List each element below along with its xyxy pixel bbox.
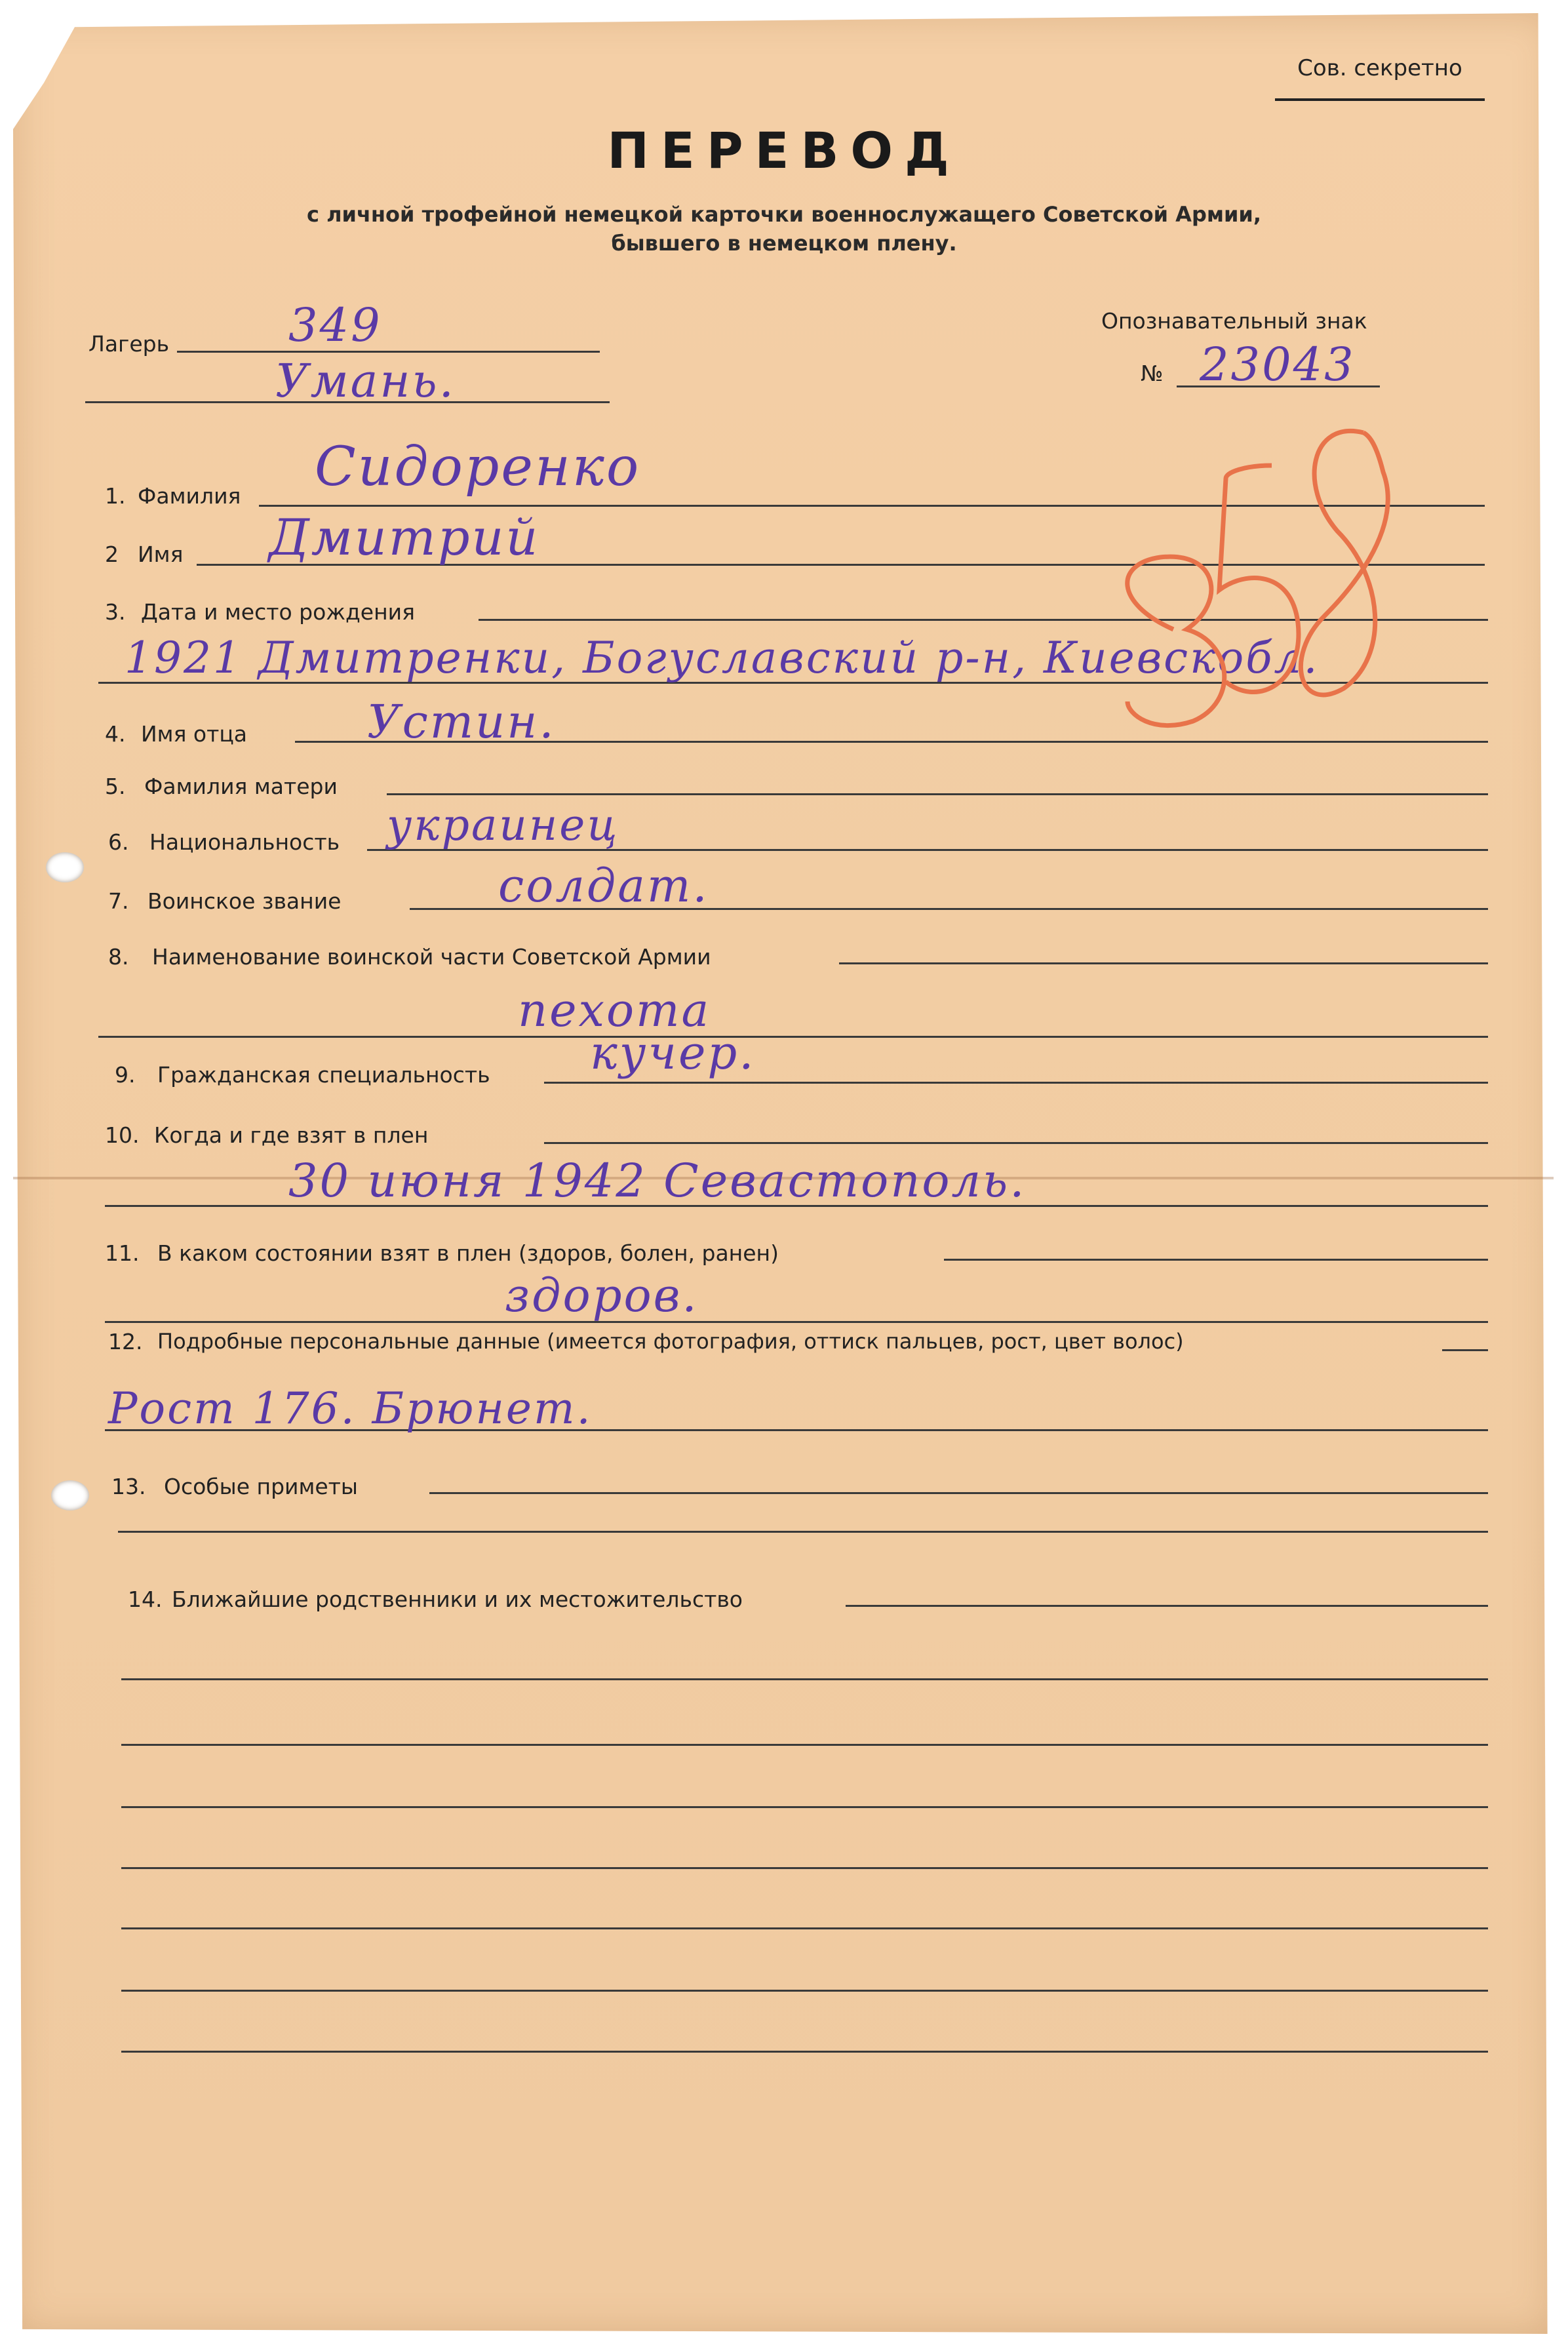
field-value-profession: кучер. [590,1026,756,1080]
field-line [544,1142,1488,1144]
field-label-profession: Гражданская специальность [157,1062,490,1088]
red-digit-3 [1127,557,1225,725]
relatives-line [121,1990,1488,1992]
field-number: 4. [105,721,126,747]
relatives-line [121,1744,1488,1746]
field-label-personal: Подробные персональные данные (имеется фотография, оттиск пальцев, рост, цвет волос) [157,1329,1184,1354]
field-number: 12. [108,1329,143,1354]
punch-hole [46,852,84,882]
relatives-line [121,2051,1488,2053]
field-line [944,1259,1488,1261]
field-number: 8. [108,944,129,970]
camp-place: Умань. [275,354,456,408]
field-value-surname: Сидоренко [315,436,641,498]
field-line [1442,1349,1488,1351]
field-number: 7. [108,888,129,914]
field-label-birth: Дата и место рождения [141,599,415,625]
field-line [118,1531,1488,1533]
field-number: 11. [105,1240,140,1266]
field-number: 5. [105,774,126,799]
field-value-name: Дмитрий [269,508,540,566]
relatives-line [121,1867,1488,1869]
field-label-marks: Особые приметы [164,1474,358,1499]
field-value-father: Устин. [367,695,556,749]
id-tag-label: Опознавательный знак [1101,308,1367,334]
field-number: 13. [111,1474,146,1499]
relatives-line [121,1678,1488,1680]
field-value-birth: 1921 Дмитренки, Богуславский р-н, Киевскобл. [125,633,1320,683]
field-value-unit: пехота [518,983,711,1037]
field-label-captured: Когда и где взят в плен [154,1122,429,1148]
classification-stamp: Сов. секретно [1275,55,1485,101]
field-number: 10. [105,1122,140,1148]
camp-number: 349 [288,298,382,352]
field-label-unit: Наименование воинской части Советской Армии [152,944,711,970]
relatives-line [121,1927,1488,1929]
field-value-personal: Рост 176. Брюнет. [108,1383,593,1434]
field-label-relatives: Ближайшие родственники и их местожительство [172,1587,743,1612]
field-line [544,1082,1488,1084]
field-number: 9. [115,1062,136,1088]
field-line [105,1321,1488,1323]
field-line [839,962,1488,964]
page-title: ПЕРЕВОД [607,121,961,180]
field-line [98,1036,1488,1038]
field-label-condition: В каком состоянии взят в плен (здоров, болен, ранен) [157,1240,779,1266]
field-number: 2 [105,542,119,567]
field-number: 3. [105,599,126,625]
red-pencil-annotation [1075,406,1442,865]
camp-line [177,351,600,353]
field-number: 6. [108,829,129,855]
field-label-father: Имя отца [141,721,248,747]
relatives-line [121,1806,1488,1808]
field-number: 1. [105,483,126,509]
field-label-nationality: Национальность [149,829,340,855]
field-value-nationality: украинец [387,800,619,850]
id-tag-value: 23043 [1200,338,1356,391]
id-number-sign: № [1141,361,1164,386]
punch-hole [51,1480,89,1510]
field-value-condition: здоров. [505,1269,699,1322]
field-value-rank: солдат. [498,859,709,913]
field-label-name: Имя [138,542,184,567]
field-label-surname: Фамилия [138,483,241,509]
subtitle-line: с личной трофейной немецкой карточки военнослужащего Советской Армии, [306,202,1261,227]
red-digit-5 [1219,465,1299,692]
field-value-captured: 30 июня 1942 Севастополь. [288,1154,1027,1208]
field-line [846,1605,1488,1607]
camp-label: Лагерь [88,331,170,357]
field-number: 14. [128,1587,163,1612]
subtitle [0,200,1568,258]
field-line [429,1492,1488,1494]
subtitle-line: бывшего в немецком плену. [611,231,957,256]
red-digit-8 [1301,431,1388,695]
field-label-rank: Воинское звание [147,888,342,914]
field-label-mother: Фамилия матери [144,774,338,799]
